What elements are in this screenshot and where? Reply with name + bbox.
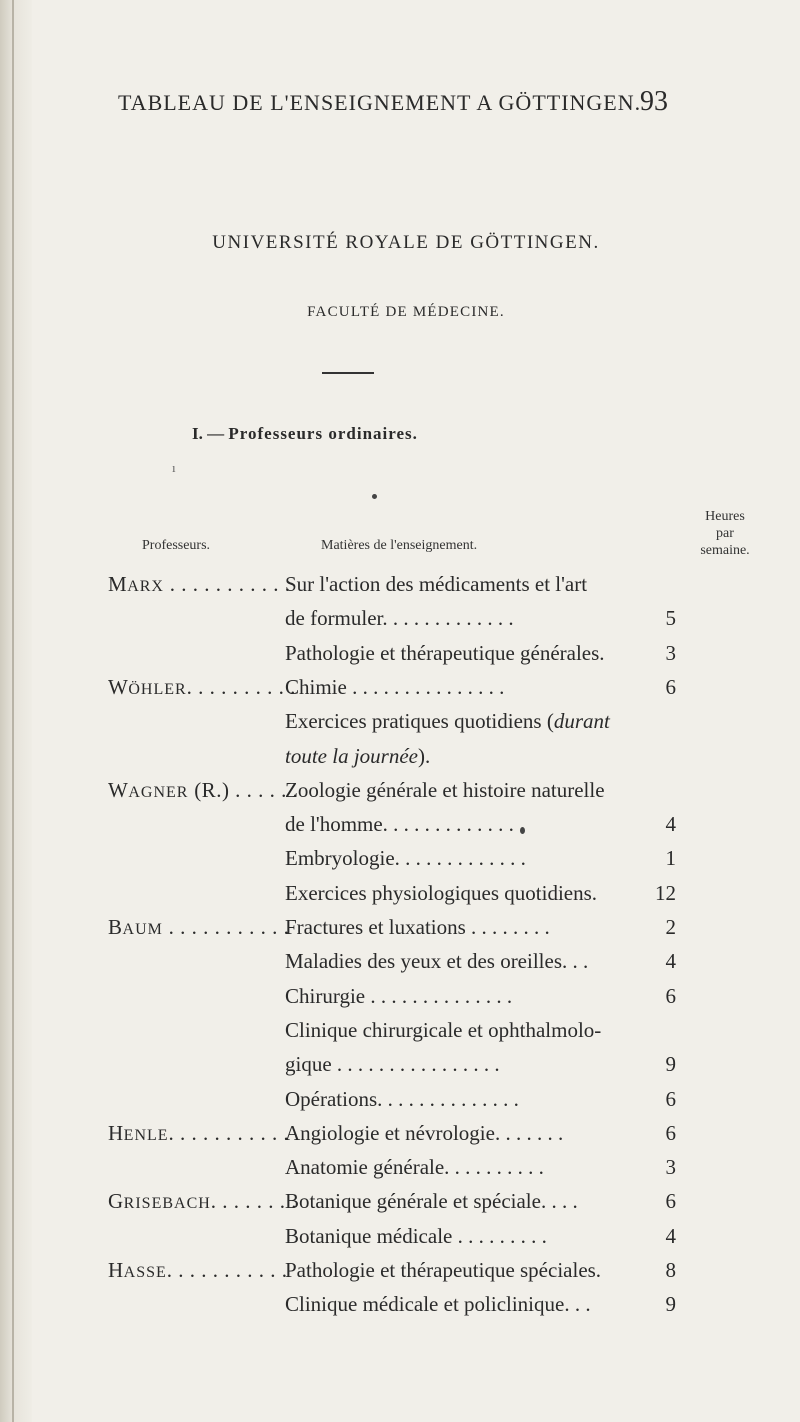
subject-text: Chimie . . . . . . . . . . . . . . .: [285, 674, 505, 699]
hours-value: 4: [665, 1223, 676, 1248]
table-row: [0, 1155, 800, 1185]
hours-value: 3: [665, 640, 676, 665]
subject-text: gique . . . . . . . . . . . . . . . .: [285, 1052, 500, 1077]
subject-text: Pathologie et thérapeutique générales.: [285, 640, 605, 665]
page-number: 93: [640, 86, 668, 117]
hours-value: 6: [665, 674, 676, 699]
print-speck: ı: [172, 460, 176, 475]
hours-value: 9: [665, 1292, 676, 1317]
table-row: [0, 881, 800, 911]
table-row: [0, 709, 800, 739]
table-row: [0, 778, 800, 808]
subject-text: Zoologie générale et histoire naturelle: [285, 777, 605, 802]
section-number: I.: [192, 424, 203, 443]
column-header-subjects: Matières de l'enseignement.: [321, 538, 478, 553]
table-row: [0, 1292, 800, 1322]
table-row: [0, 606, 800, 636]
hours-value: 5: [665, 606, 676, 631]
table-row: [0, 744, 800, 774]
hours-value: 2: [665, 915, 676, 939]
hours-value: 4: [665, 812, 676, 837]
table-row: [0, 1189, 800, 1219]
table-row: [0, 572, 800, 602]
subject-text: Botanique générale et spéciale. . . .: [285, 1189, 578, 1214]
subject-text: toute la journée).: [285, 743, 431, 768]
subject-text: Exercices physiologiques quotidiens.: [285, 880, 598, 905]
table-row: [0, 984, 800, 1014]
subject-text: Exercices pratiques quotidiens (durant: [285, 709, 610, 734]
professor-name: HENLE. . . . . . . . . . .: [108, 1120, 290, 1145]
table-row: [0, 812, 800, 842]
table-row: [0, 641, 800, 671]
subject-text: Fractures et luxations . . . . . . . .: [285, 915, 550, 939]
subject-text: Opérations. . . . . . . . . . . . . .: [285, 1086, 519, 1111]
professor-name: HASSE. . . . . . . . . . .: [108, 1258, 288, 1282]
print-speck: [372, 494, 377, 499]
hours-value: 12: [655, 880, 676, 905]
subject-text: Clinique chirurgicale et ophthalmolo-: [285, 1017, 602, 1042]
hours-value: 1: [665, 846, 676, 871]
professor-name: WÖHLER. . . . . . . . . .: [108, 674, 296, 699]
hours-header-line: semaine.: [700, 543, 750, 558]
subject-text: Sur l'action des médicaments et l'art: [285, 572, 588, 596]
hours-value: 6: [665, 1086, 676, 1111]
table-row: [0, 846, 800, 876]
table-row: [0, 1121, 800, 1151]
table-row: [0, 1052, 800, 1082]
table-row: [0, 915, 800, 945]
running-title: TABLEAU DE L'ENSEIGNEMENT A GÖTTINGEN.: [118, 90, 642, 115]
professor-name: BAUM . . . . . . . . . . .: [108, 915, 290, 939]
hours-value: 6: [665, 983, 676, 1008]
subject-text: Angiologie et névrologie. . . . . . .: [285, 1120, 564, 1145]
section-dash: —: [207, 424, 225, 443]
hours-value: 3: [665, 1155, 676, 1180]
subject-text: Chirurgie . . . . . . . . . . . . . .: [285, 983, 513, 1008]
professor-name: MARX . . . . . . . . . . .: [108, 572, 291, 596]
professor-name: GRISEBACH. . . . . . . .: [108, 1189, 298, 1214]
section-title: Professeurs ordinaires.: [228, 424, 418, 443]
table-row: [0, 1018, 800, 1048]
professor-name: WAGNER (R.) . . . . . .: [108, 777, 299, 802]
subject-text: de formuler. . . . . . . . . . . . .: [285, 606, 514, 631]
table-row: [0, 949, 800, 979]
subject-text: Clinique médicale et policlinique. . .: [285, 1292, 591, 1317]
faculty-heading: FACULTÉ DE MÉDECINE.: [307, 304, 505, 320]
section-divider: [322, 372, 374, 374]
subject-text: Botanique médicale . . . . . . . . .: [285, 1223, 547, 1248]
column-header-hours: [680, 508, 770, 559]
table-row: [0, 1224, 800, 1254]
hours-value: 8: [665, 1258, 676, 1282]
subject-text: Embryologie. . . . . . . . . . . . .: [285, 846, 526, 871]
hours-value: 4: [665, 949, 676, 974]
table-row: [0, 1087, 800, 1117]
university-heading: UNIVERSITÉ ROYALE DE GÖTTINGEN.: [212, 232, 600, 253]
hours-value: 6: [665, 1189, 676, 1214]
section-heading: [192, 424, 418, 444]
subject-text: de l'homme. . . . . . . . . . . . .: [285, 812, 514, 837]
hours-header-line: par: [716, 526, 734, 541]
hours-header-line: Heures: [705, 509, 745, 524]
table-row: [0, 1258, 800, 1288]
subject-text: Pathologie et thérapeutique spéciales.: [285, 1258, 602, 1282]
table-row: [0, 675, 800, 705]
hours-value: 6: [665, 1120, 676, 1145]
subject-text: Anatomie générale. . . . . . . . . .: [285, 1155, 544, 1180]
subject-text: Maladies des yeux et des oreilles. . .: [285, 949, 589, 974]
column-header-professors: Professeurs.: [142, 538, 211, 553]
hours-value: 9: [665, 1052, 676, 1077]
